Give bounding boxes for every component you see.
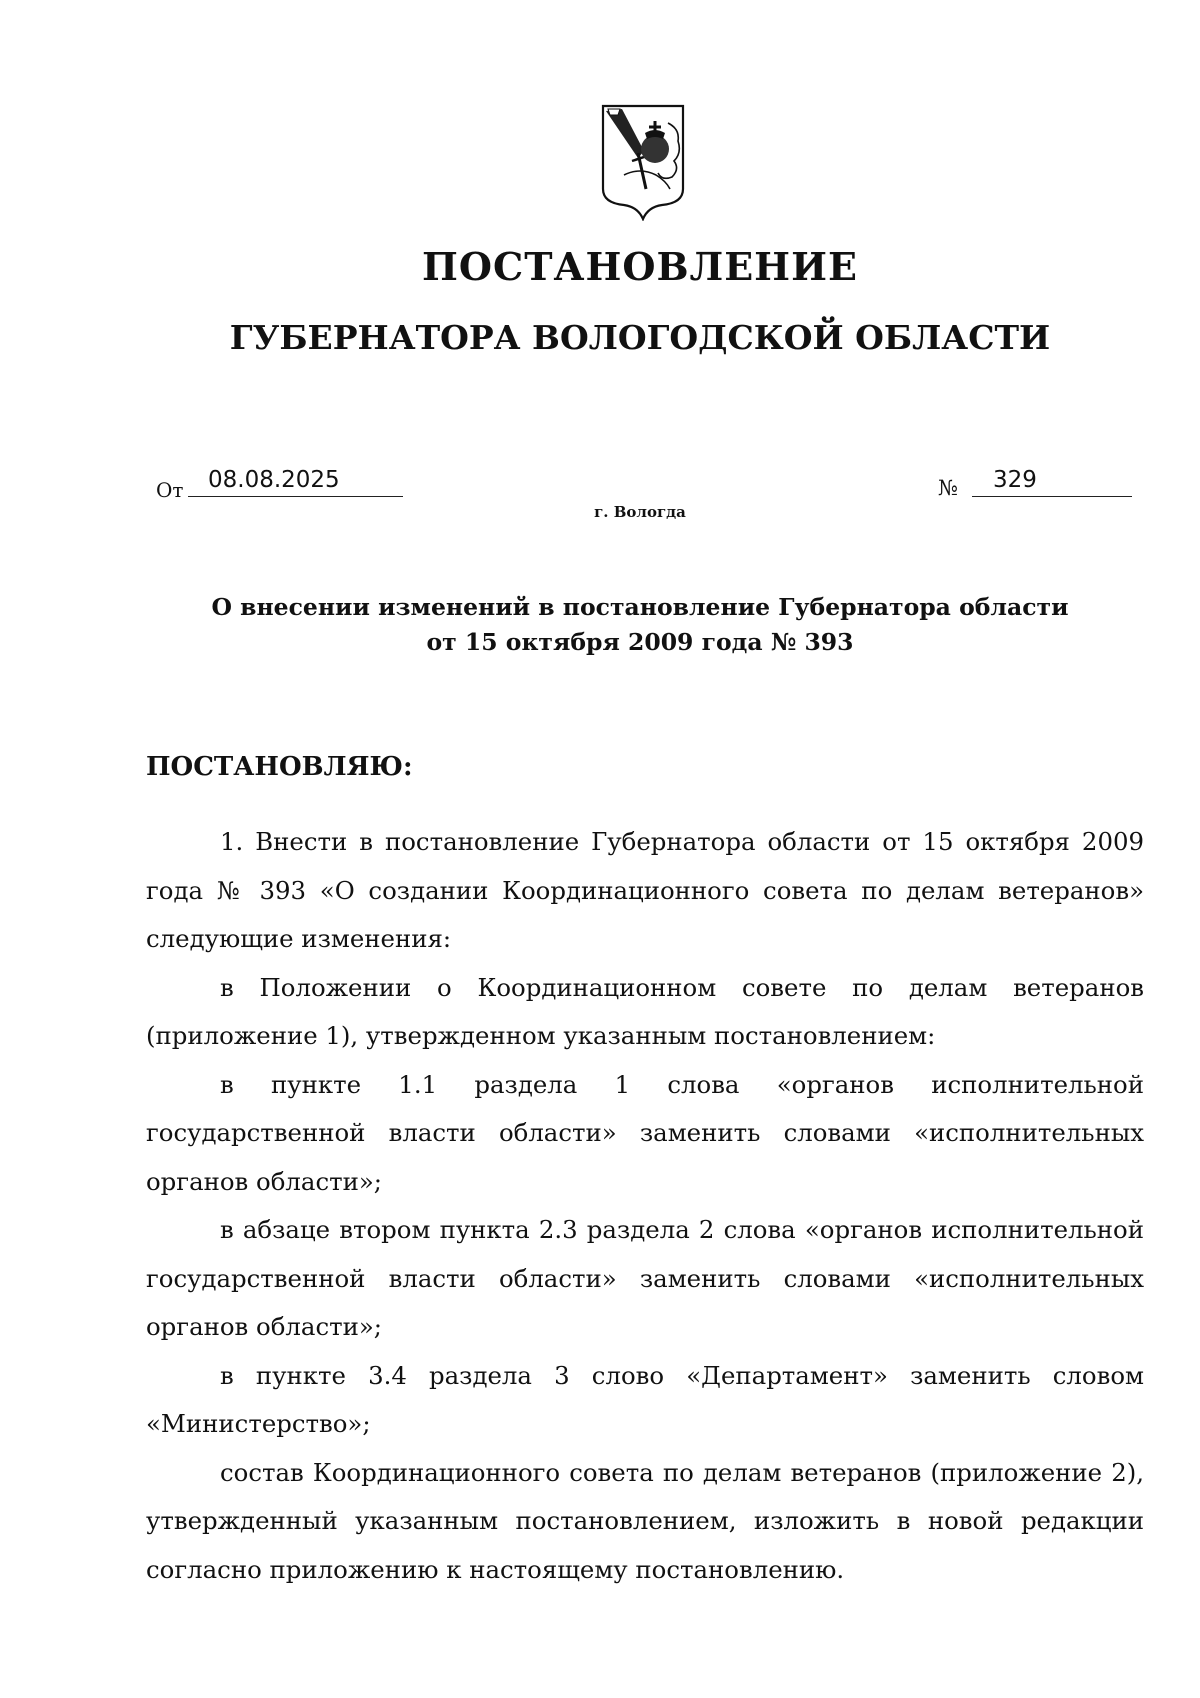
subject-line-1: О внесении изменений в постановление Губернатора области [211, 593, 1069, 621]
date-value: 08.08.2025 [188, 466, 403, 497]
paragraph: в пункте 3.4 раздела 3 слово «Департамент» заменить словом «Министерство»; [146, 1360, 1144, 1438]
document-body [146, 818, 1144, 1594]
decree-heading: ПОСТАНОВЛЯЮ: [146, 752, 413, 782]
page-title: ПОСТАНОВЛЕНИЕ [422, 244, 858, 289]
city-name: г. Вологда [594, 503, 686, 521]
paragraph: в Положении о Координационном совете по делам ветеранов (приложение 1), утвержденном указанным постановлением: [146, 972, 1144, 1050]
paragraph: в абзаце втором пункта 2.3 раздела 2 слова «органов исполнительной государственной власти области» заменить словами «исполнительных органов области»; [146, 1215, 1144, 1341]
number-value: 329 [972, 466, 1132, 497]
paragraph: 1. Внести в постановление Губернатора области от 15 октября 2009 года № 393 «О создании Координационного совета по делам ветеранов» следующие изменения: [146, 827, 1144, 953]
paragraph: состав Координационного совета по делам ветеранов (приложение 2), утвержденный указанным постановлением, изложить в новой редакции согласно приложению к настоящему постановлению. [146, 1457, 1144, 1584]
subject-line-2: от 15 октября 2009 года № 393 [426, 628, 854, 656]
page-subtitle: ГУБЕРНАТОРА ВОЛОГОДСКОЙ ОБЛАСТИ [229, 318, 1051, 357]
paragraph: в пункте 1.1 раздела 1 слова «органов исполнительной государственной власти области» заменить словами «исполнительных органов области»; [146, 1069, 1144, 1196]
number-label: № [938, 476, 958, 500]
date-label: От [156, 478, 184, 502]
vologda-coat-of-arms-icon [600, 103, 686, 221]
document-subject [0, 590, 1200, 660]
